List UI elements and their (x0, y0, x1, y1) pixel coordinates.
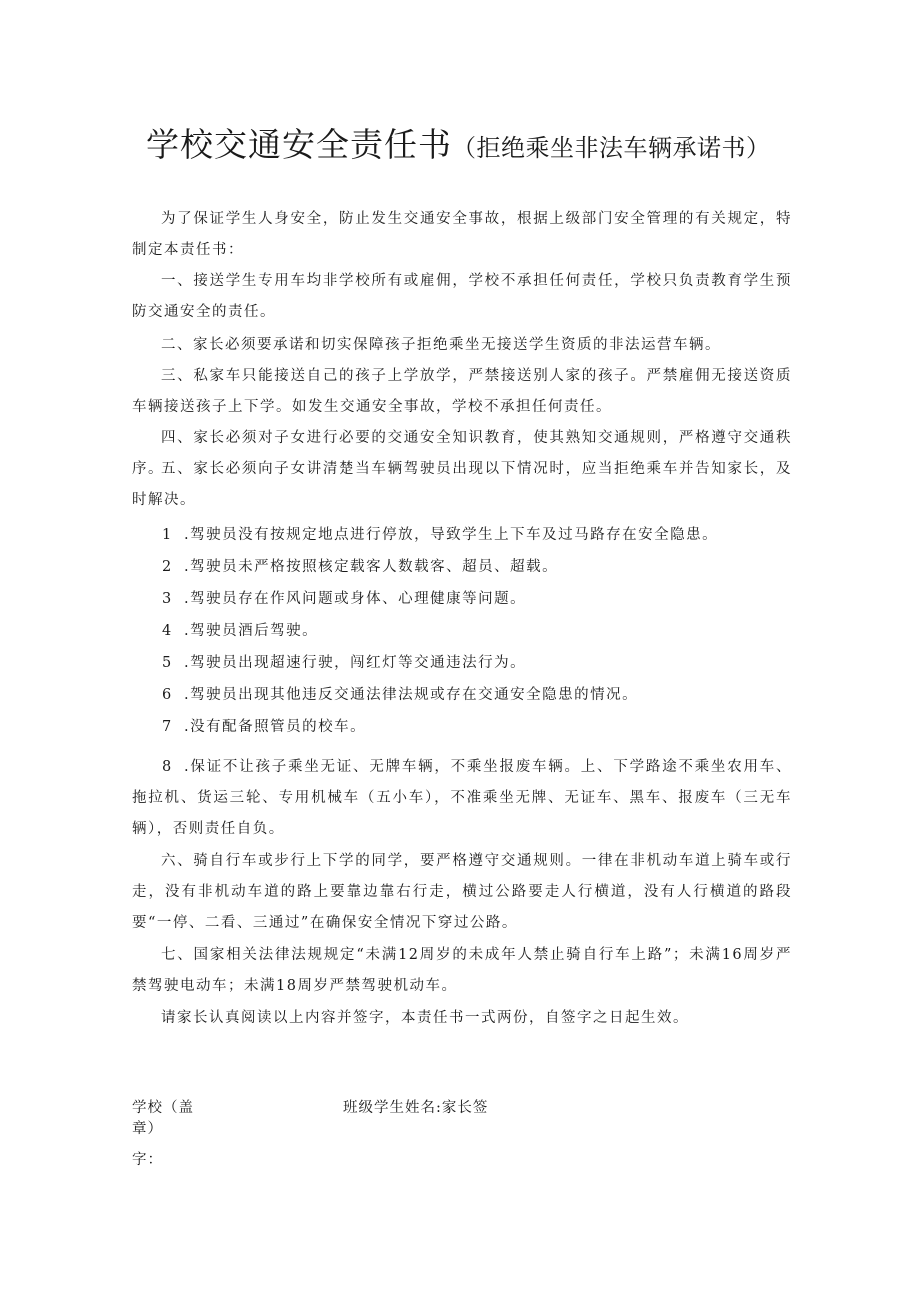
list-item (162, 552, 792, 583)
list-item-number: 5 (162, 655, 173, 671)
clause-4: 四、家长必须对子女进行必要的交通安全知识教育，使其熟知交通规则，严格遵守交通秩序。 (132, 430, 792, 477)
list-item-number: 7 (162, 719, 173, 735)
list-item (162, 680, 792, 711)
list-item-number: 8 (162, 759, 173, 775)
title-main: 学校交通安全责任书 (146, 125, 452, 164)
school-seal-line1: 学校（盖 (132, 1100, 194, 1116)
school-seal-label (132, 1098, 194, 1140)
list-item-text: .驾驶员出现超速行驶，闯红灯等交通违法行为。 (184, 655, 527, 671)
signature-label: 字： (132, 1152, 163, 1168)
list-item-number: 2 (162, 559, 173, 575)
list-item-text: .驾驶员未严格按照核定载客人数载客、超员、超载。 (184, 559, 559, 575)
list-item-text: .驾驶员酒后驾驶。 (184, 623, 319, 639)
list-item (162, 584, 792, 615)
list-item (162, 712, 792, 743)
list-item-text: .驾驶员没有按规定地点进行停放，导致学生上下车及过马路存在安全隐患。 (184, 527, 719, 543)
clause-3: 三、私家车只能接送自己的孩子上学放学，严禁接送别人家的孩子。严禁雇佣无接送资质车辆接送孩子上下学。如发生交通安全事故，学校不承担任何责任。 (132, 368, 792, 415)
list-item-text: .没有配备照管员的校车。 (184, 719, 367, 735)
clause-2: 二、家长必须要承诺和切实保障孩子拒绝乘坐无接送学生资质的非法运营车辆。 (161, 337, 721, 353)
clause-1: 一、接送学生专用车均非学校所有或雇佣，学校不承担任何责任，学校只负责教育学生预防交通安全的责任。 (132, 273, 792, 320)
list-item-number: 4 (162, 623, 173, 639)
list-item-text: .驾驶员存在作风问题或身体、心理健康等问题。 (184, 591, 527, 607)
class-student-parent-label: 班级学生姓名:家长签 (343, 1100, 489, 1116)
list-item-text: .保证不让孩子乘坐无证、无牌车辆，不乘坐报废车辆。上、下学路途不乘坐农用车、拖拉机、货运三轮、专用机械车（五小车），不准乘坐无牌、无证车、黑车、报废车（三无车辆），否则责任自负。 (132, 759, 792, 837)
clause-5: 五、家长必须向子女讲清楚当车辆驾驶员出现以下情况时，应当拒绝乘车并告知家长，及时解决。 (132, 461, 792, 508)
document-title (146, 125, 846, 164)
list-item (162, 616, 792, 647)
list-item (162, 520, 792, 551)
clause-7: 七、国家相关法律法规规定“未满12周岁的未成年人禁止骑自行车上路”；未满16周岁严禁驾驶电动车；未满18周岁严禁驾驶机动车。 (132, 947, 792, 994)
closing-note: 请家长认真阅读以上内容并签字，本责任书一式两份，自签字之日起生效。 (161, 1010, 689, 1026)
list-item-number: 6 (162, 687, 173, 703)
list-item-8 (132, 752, 792, 845)
list-item (162, 648, 792, 679)
list-item-text: .驾驶员出现其他违反交通法律法规或存在交通安全隐患的情况。 (184, 687, 639, 703)
intro-paragraph: 为了保证学生人身安全，防止发生交通安全事故，根据上级部门安全管理的有关规定，特制定本责任书： (132, 211, 792, 258)
list-item-number: 1 (162, 527, 173, 543)
clause-6: 六、骑自行车或步行上下学的同学，要严格遵守交通规则。一律在非机动车道上骑车或行走，没有非机动车道的路上要靠边靠右行走，横过公路要走人行横道，没有人行横道的路段要“一停、二看、三通过”在确保安全情况下穿过公路。 (132, 853, 792, 931)
school-seal-line2: 章） (132, 1121, 163, 1137)
list-item-number: 3 (162, 591, 173, 607)
title-subtitle: （拒绝乘坐非法车辆承诺书） (452, 134, 771, 162)
